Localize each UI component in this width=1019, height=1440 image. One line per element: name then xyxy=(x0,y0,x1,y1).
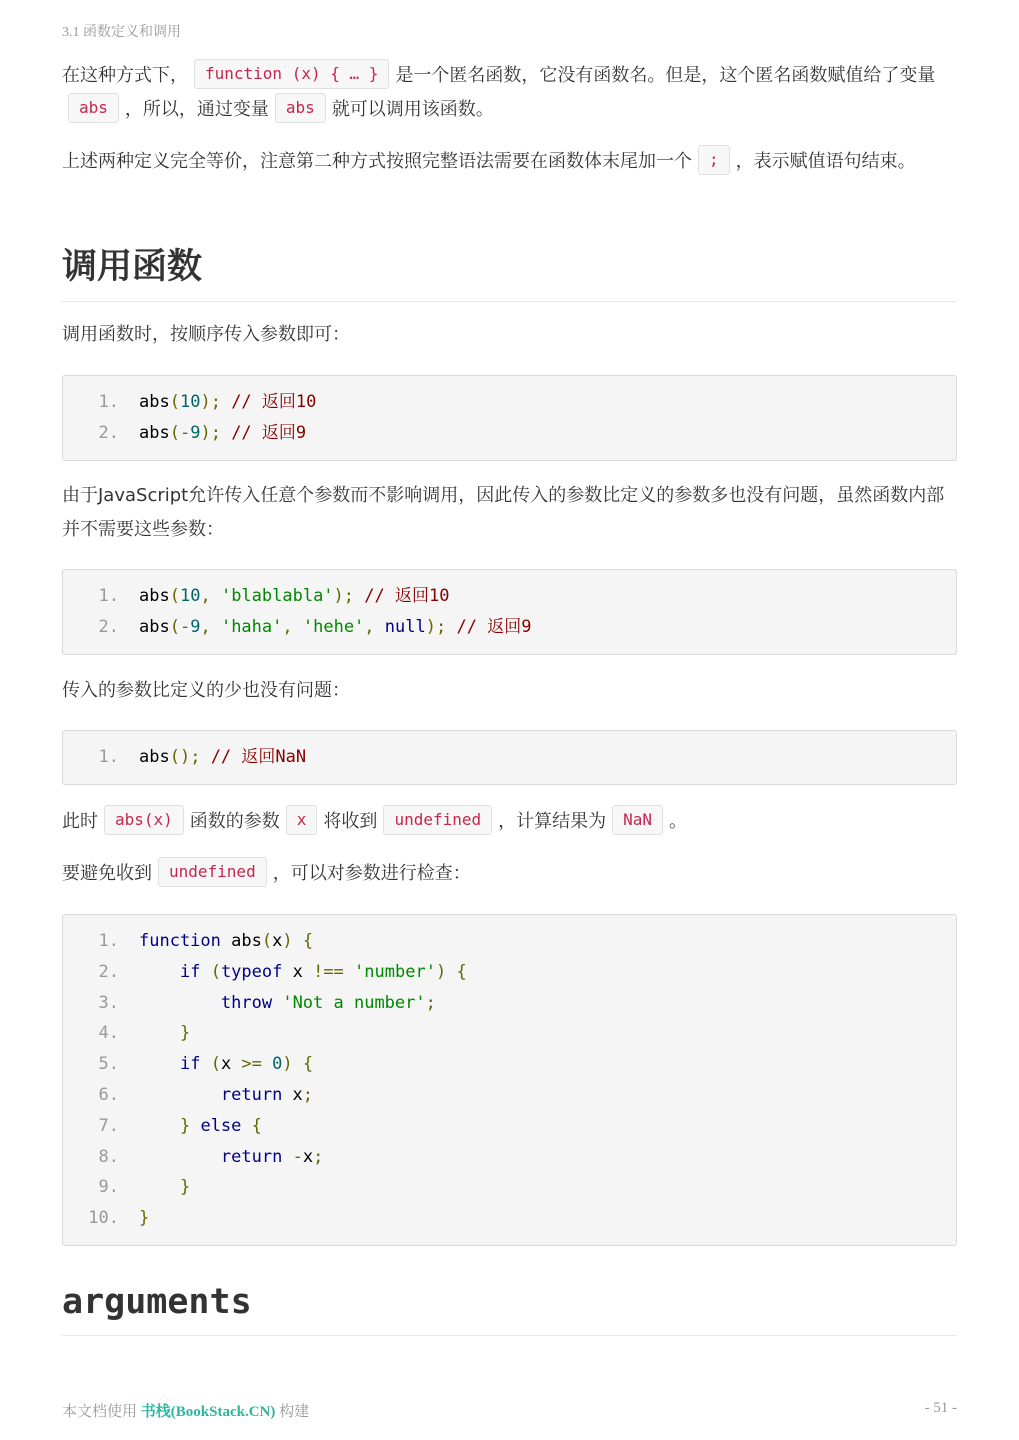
code-token: ); xyxy=(425,616,447,637)
inline-code: function (x) { … } xyxy=(194,59,389,89)
code-token: ( xyxy=(169,392,180,412)
code-token: ) xyxy=(282,1054,293,1075)
code-token: abs xyxy=(139,392,170,412)
code-token: if xyxy=(179,1054,201,1075)
code-text xyxy=(125,1018,956,1049)
code-token xyxy=(221,392,231,412)
paragraph-fewer-args: 传入的参数比定义的少也没有问题： xyxy=(62,680,350,701)
code-token: abs xyxy=(139,616,170,637)
code-token xyxy=(139,1054,180,1074)
code-line xyxy=(63,742,956,773)
code-token: >= xyxy=(241,1054,262,1075)
code-text xyxy=(125,1049,956,1080)
code-line xyxy=(63,387,956,418)
inline-code: ; xyxy=(698,145,730,175)
code-token: ( xyxy=(261,931,273,951)
paragraph-equivalence xyxy=(62,145,957,179)
code-token xyxy=(211,586,221,606)
code-token: x xyxy=(282,961,314,982)
code-token: { xyxy=(251,1115,262,1136)
footer-credit xyxy=(62,1400,309,1421)
line-number: 1. xyxy=(98,392,119,412)
code-token: function xyxy=(139,931,221,951)
code-line xyxy=(63,988,956,1019)
code-token xyxy=(375,617,385,637)
code-token: ( xyxy=(210,1054,221,1075)
code-token: { xyxy=(302,931,314,951)
code-line xyxy=(63,926,956,957)
code-token xyxy=(293,931,303,951)
code-token: ) xyxy=(435,961,447,982)
code-token: ) xyxy=(282,931,293,951)
code-token xyxy=(344,962,354,982)
code-text xyxy=(125,1111,956,1142)
code-token: abs xyxy=(139,422,170,443)
code-token: typeof xyxy=(220,961,283,982)
line-number: 10. xyxy=(88,1208,119,1229)
code-line xyxy=(63,418,956,449)
code-text xyxy=(125,1203,956,1234)
code-text xyxy=(125,1142,956,1173)
code-token: null xyxy=(384,616,426,637)
code-token: abs xyxy=(139,586,170,606)
code-token: 'blablabla' xyxy=(220,586,334,606)
section-heading-call-function: 调用函数 xyxy=(62,242,957,302)
line-number: 2. xyxy=(98,961,119,982)
line-number: 1. xyxy=(98,747,119,767)
code-token: ; xyxy=(313,1146,324,1167)
code-token: return xyxy=(220,1146,283,1167)
code-line xyxy=(63,1018,956,1049)
code-text xyxy=(125,926,956,957)
code-token xyxy=(200,747,210,767)
code-token xyxy=(272,993,282,1013)
code-token xyxy=(139,962,180,982)
code-token xyxy=(293,617,303,637)
code-token xyxy=(241,1116,251,1136)
running-head: 3.1 函数定义和调用 xyxy=(62,25,181,40)
code-text xyxy=(125,957,956,988)
paragraph-call-intro: 调用函数时，按顺序传入参数即可： xyxy=(62,324,350,345)
code-token: else xyxy=(200,1115,242,1136)
code-token: x xyxy=(220,1054,242,1075)
code-token: (- xyxy=(169,616,191,637)
code-token: 0 xyxy=(272,1054,283,1075)
code-line xyxy=(63,1080,956,1111)
inline-code: abs xyxy=(68,93,119,123)
code-token xyxy=(446,962,456,982)
code-token: ( xyxy=(210,961,221,982)
code-token: 'number' xyxy=(354,961,436,982)
code-token xyxy=(211,617,221,637)
code-line xyxy=(63,1203,956,1234)
code-token: 10 xyxy=(179,392,201,412)
code-token: throw xyxy=(220,992,273,1013)
text: 是一个匿名函数，它没有函数名。但是，这个匿名函数赋值给了变量 xyxy=(395,65,936,86)
code-token xyxy=(139,1177,180,1197)
code-token: // 返回9 xyxy=(456,616,532,637)
code-token xyxy=(200,962,210,982)
code-token: // 返回9 xyxy=(231,422,307,443)
code-token: 9 xyxy=(190,616,201,637)
code-text xyxy=(125,418,956,449)
code-token: x xyxy=(282,1084,303,1105)
line-number: 9. xyxy=(98,1177,119,1198)
code-text xyxy=(125,581,956,612)
text: 此时 xyxy=(62,811,98,832)
code-token: , xyxy=(282,616,293,637)
inline-code: abs xyxy=(275,93,326,123)
code-block xyxy=(62,375,957,461)
code-token: if xyxy=(179,961,201,982)
code-token: 'hehe' xyxy=(302,616,365,637)
code-token: } xyxy=(179,1115,191,1136)
line-number: 2. xyxy=(98,422,119,443)
code-token: { xyxy=(456,961,467,982)
code-token: abs xyxy=(220,931,262,951)
code-token xyxy=(139,993,221,1013)
code-token: ); xyxy=(333,586,355,606)
text: 就可以调用该函数。 xyxy=(331,99,494,120)
code-token xyxy=(139,1116,180,1136)
line-number: 7. xyxy=(98,1115,119,1136)
paragraph-anonymous-function xyxy=(62,59,957,127)
code-token: 9 xyxy=(190,422,201,443)
inline-code: undefined xyxy=(158,857,267,887)
code-block xyxy=(62,730,957,785)
code-token: ; xyxy=(302,1084,314,1105)
code-block xyxy=(62,914,957,1246)
footer-link[interactable]: 书栈(BookStack.CN) xyxy=(140,1404,276,1420)
code-token: } xyxy=(179,1177,191,1198)
text: 。 xyxy=(669,811,688,832)
code-text xyxy=(125,387,956,418)
code-token xyxy=(221,423,231,443)
code-text xyxy=(125,988,956,1019)
code-token: // 返回NaN xyxy=(210,747,307,767)
code-token: abs xyxy=(139,747,170,767)
line-number: 8. xyxy=(98,1146,119,1167)
footer-suffix: 构建 xyxy=(275,1404,310,1420)
code-token: (); xyxy=(169,747,201,767)
inline-code: x xyxy=(286,805,318,835)
code-token: return xyxy=(220,1084,283,1105)
code-token: ); xyxy=(200,422,221,443)
code-line xyxy=(63,957,956,988)
line-number: 4. xyxy=(98,1023,119,1044)
line-number: 2. xyxy=(98,616,119,637)
code-token: ; xyxy=(425,992,436,1013)
inline-code: abs(x) xyxy=(104,805,184,835)
code-token: (- xyxy=(169,422,191,443)
code-token: // 返回10 xyxy=(364,586,450,606)
code-token: ); xyxy=(200,392,221,412)
line-number: 3. xyxy=(98,992,119,1013)
code-token: { xyxy=(302,1054,314,1075)
code-token: , xyxy=(200,616,211,637)
code-token: 10 xyxy=(179,586,201,606)
code-token: , xyxy=(364,616,375,637)
text: ，所以，通过变量 xyxy=(124,99,269,120)
inline-code: NaN xyxy=(612,805,663,835)
text: ，可以对参数进行检查： xyxy=(272,863,471,884)
page-number: - 51 - xyxy=(924,1400,957,1416)
code-token xyxy=(282,1147,292,1167)
code-token xyxy=(139,1085,221,1105)
code-token: x xyxy=(302,1146,314,1167)
text: 将收到 xyxy=(323,811,378,832)
code-token xyxy=(354,586,364,606)
code-token xyxy=(139,1147,221,1167)
code-text xyxy=(125,1172,956,1203)
code-token xyxy=(190,1116,200,1136)
line-number: 1. xyxy=(98,931,119,951)
code-token xyxy=(293,1054,303,1074)
paragraph-check-args xyxy=(62,857,957,891)
inline-code: undefined xyxy=(383,805,492,835)
code-token: , xyxy=(200,586,211,606)
text: ，表示赋值语句结束。 xyxy=(735,151,916,172)
line-number: 5. xyxy=(98,1054,119,1075)
line-number: 1. xyxy=(98,586,119,606)
code-token: // 返回10 xyxy=(231,392,317,412)
code-token: } xyxy=(179,1023,191,1044)
code-token: } xyxy=(139,1208,150,1229)
code-token: x xyxy=(272,931,283,951)
text: 在这种方式下， xyxy=(62,65,188,86)
code-token: ( xyxy=(169,586,180,606)
section-heading-arguments: arguments xyxy=(62,1278,957,1336)
code-token: !== xyxy=(313,961,344,982)
code-text xyxy=(125,1080,956,1111)
text: 要避免收到 xyxy=(62,863,152,884)
code-token xyxy=(262,1054,272,1074)
code-text xyxy=(125,612,956,643)
code-line xyxy=(63,1172,956,1203)
code-token: - xyxy=(292,1146,303,1167)
code-token xyxy=(446,617,456,637)
code-token xyxy=(139,1023,180,1043)
code-line xyxy=(63,1111,956,1142)
code-text xyxy=(125,742,956,773)
code-token xyxy=(200,1054,210,1074)
footer-prefix: 本文档使用 xyxy=(62,1404,141,1420)
code-line xyxy=(63,1142,956,1173)
line-number: 6. xyxy=(98,1084,119,1105)
paragraph-extra-args: 由于JavaScript允许传入任意个参数而不影响调用，因此传入的参数比定义的参数多也没有问题，虽然函数内部并不需要这些参数： xyxy=(62,485,945,540)
code-token: 'Not a number' xyxy=(282,992,426,1013)
code-line xyxy=(63,1049,956,1080)
code-block xyxy=(62,569,957,655)
code-line xyxy=(63,612,956,643)
text: 上述两种定义完全等价，注意第二种方式按照完整语法需要在函数体末尾加一个 xyxy=(62,151,692,172)
paragraph-undefined-result xyxy=(62,805,957,839)
text: 函数的参数 xyxy=(189,811,280,832)
text: ，计算结果为 xyxy=(498,811,607,832)
code-token: 'haha' xyxy=(220,616,283,637)
code-line xyxy=(63,581,956,612)
